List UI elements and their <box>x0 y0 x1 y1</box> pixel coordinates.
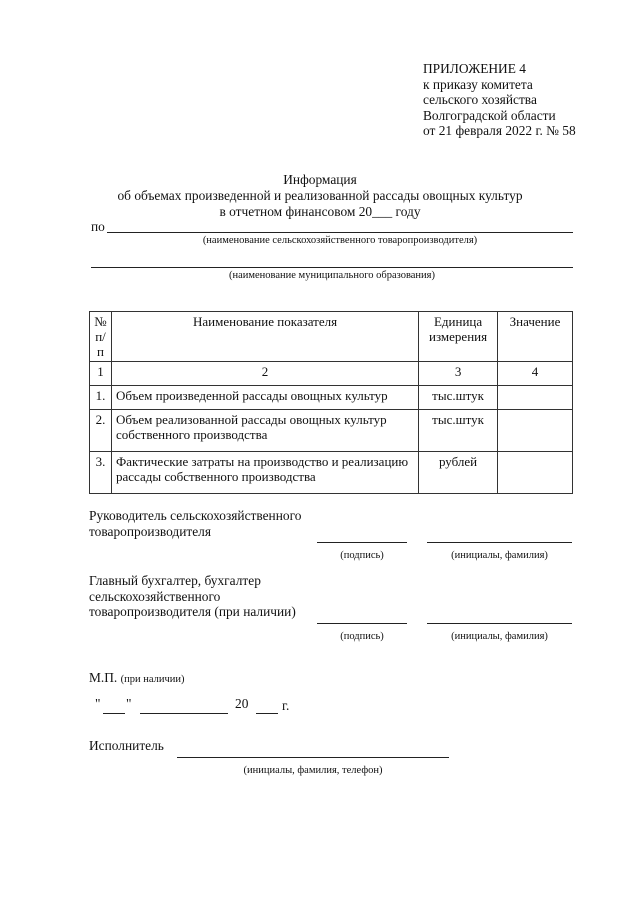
header-name: Наименование показателя <box>111 312 418 362</box>
row-num: 3. <box>90 452 112 494</box>
executor-label: Исполнитель <box>89 738 164 753</box>
row-num: 1. <box>90 386 112 410</box>
appendix-line: ПРИЛОЖЕНИЕ 4 <box>423 61 526 76</box>
index-cell: 2 <box>111 362 418 386</box>
head-signature-caption: (подпись) <box>340 550 384 561</box>
title-line-1: Информация <box>283 172 357 187</box>
row-unit: тыс.штук <box>419 386 498 410</box>
accountant-label-line: сельскохозяйственного <box>89 588 221 604</box>
row-num: 2. <box>90 410 112 452</box>
appendix-line: от 21 февраля 2022 г. № 58 <box>423 123 576 139</box>
appendix-block <box>423 61 576 139</box>
row-value-field[interactable] <box>498 386 573 410</box>
quote-close: " <box>126 696 132 711</box>
row-name: Объем произведенной рассады овощных культур <box>111 386 418 410</box>
head-initials-field[interactable] <box>427 542 572 543</box>
producer-name-field[interactable] <box>107 232 573 233</box>
accountant-signature-field[interactable] <box>317 623 407 624</box>
year-field[interactable] <box>256 713 278 714</box>
day-field[interactable] <box>103 713 125 714</box>
row-name: Фактические затраты на производство и реализацию рассады собственного производства <box>111 452 418 494</box>
appendix-line: сельского хозяйства <box>423 92 537 108</box>
table-row <box>90 410 573 452</box>
accountant-label <box>89 573 296 620</box>
accountant-signature-caption: (подпись) <box>340 631 384 642</box>
index-cell: 3 <box>419 362 498 386</box>
head-initials-caption: (инициалы, фамилия) <box>451 550 548 561</box>
document-title <box>0 172 640 219</box>
row-value-field[interactable] <box>498 452 573 494</box>
table-index-row <box>90 362 573 386</box>
title-line-3: в отчетном финансовом 20___ году <box>219 203 421 219</box>
accountant-label-line: товаропроизводителя (при наличии) <box>89 604 296 620</box>
mp-text: М.П. <box>89 670 118 685</box>
accountant-label-line: Главный бухгалтер, бухгалтер <box>89 573 261 588</box>
producer-caption: (наименование сельскохозяйственного товаропроизводителя) <box>202 235 478 246</box>
indicators-table <box>89 311 573 494</box>
index-cell: 4 <box>498 362 573 386</box>
row-unit: рублей <box>419 452 498 494</box>
table-header-row <box>90 312 573 362</box>
row-unit: тыс.штук <box>419 410 498 452</box>
header-value: Значение <box>498 312 573 362</box>
quote-open: " <box>95 696 101 711</box>
mp-label <box>89 670 185 686</box>
head-label-line: Руководитель сельскохозяйственного <box>89 508 302 523</box>
header-num: № п/п <box>90 312 112 362</box>
mp-note: (при наличии) <box>120 674 185 685</box>
row-name: Объем реализованной рассады овощных культур собственного производства <box>111 410 418 452</box>
table-row <box>90 386 573 410</box>
municipality-name-field[interactable] <box>91 267 573 268</box>
appendix-line: Волгоградской области <box>423 107 556 123</box>
executor-field[interactable] <box>177 757 449 758</box>
accountant-initials-caption: (инициалы, фамилия) <box>451 631 548 642</box>
title-line-2: об объемах произведенной и реализованной рассады овощных культур <box>117 187 523 203</box>
appendix-line: к приказу комитета <box>423 76 533 92</box>
head-signature-field[interactable] <box>317 542 407 543</box>
head-label-line: товаропроизводителя <box>89 523 212 539</box>
table-row <box>90 452 573 494</box>
accountant-initials-field[interactable] <box>427 623 572 624</box>
head-label <box>89 508 301 539</box>
row-value-field[interactable] <box>498 410 573 452</box>
executor-caption: (инициалы, фамилия, телефон) <box>243 765 383 776</box>
index-cell: 1 <box>90 362 112 386</box>
year-prefix: 20 <box>235 696 249 711</box>
year-suffix: г. <box>282 698 290 713</box>
po-label: по <box>91 219 105 234</box>
header-unit: Единица измерения <box>419 312 498 362</box>
month-field[interactable] <box>140 713 228 714</box>
municipality-caption: (наименование муниципального образования) <box>228 270 436 281</box>
